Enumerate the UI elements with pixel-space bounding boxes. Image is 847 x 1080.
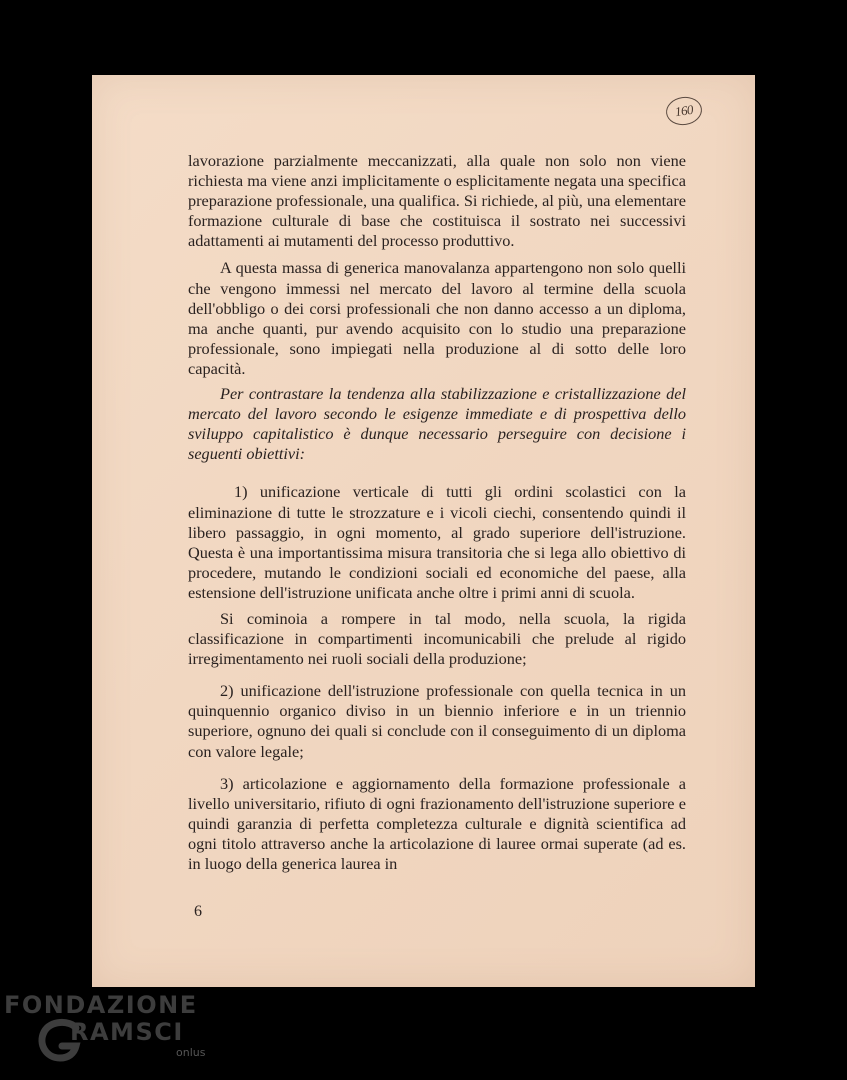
list-item-3: 3) articolazione e aggiornamento della formazione professionale a livello universitario, rifiuto di ogni frazionamento dell'istruzione superiore e quindi garanzia di perfetta completezza culturale e dignità scientifica ad ogni titolo attraverso anche la articolazione di lauree ormai superate (ad es. in luogo della generica laurea in: [188, 773, 686, 873]
fondazione-gramsci-logo: [0, 988, 215, 1080]
paragraph-2: A questa massa di generica manovalanza appartengono non solo quelli che vengono immessi nel mercato del lavoro al termine della scuola dell'obbligo o dei corsi professionali che non danno accesso a un diploma, ma anche quanti, pur avendo acquisito con lo studio una preparazione professionale, sono impiegati nella produzione al di sotto delle loro capacità.: [188, 258, 686, 378]
list-item-1: 1) unificazione verticale di tutti gli ordini scolastici con la eliminazione di tutte le strozzature e i vicoli ciechi, consentendo quindi il libero passaggio, in ogni momento, al grado superiore dell'istruzione. Questa è una importantissima misura transitoria che si lega allo obiettivo di procedere, mutando le condizioni sociali ed economiche del paese, alla estensione dell'istruzione unificata anche oltre i primi anni di scuola.: [188, 482, 686, 602]
paragraph-3-italic: Per contrastare la tendenza alla stabilizzazione e cristallizzazione del mercato del lavoro secondo le esigenze immediate e di prospettiva dello sviluppo capitalistico è dunque necessario perseguire con decisione i seguenti obiettivi:: [188, 384, 686, 464]
paragraph-1: lavorazione parzialmente meccanizzati, alla quale non solo non viene richiesta ma viene anzi implicitamente o esplicitamente negata una specifica preparazione professionale, una qualifica. Si richiede, al più, una elementare formazione culturale di base che costituisca il sostrato nei successivi adattamenti ai mutamenti del processo produttivo.: [188, 151, 686, 251]
logo-line-1: FONDAZIONE: [4, 991, 198, 1019]
page-number: 6: [194, 903, 202, 920]
logo-subtitle: onlus: [176, 1046, 206, 1059]
list-item-2: 2) unificazione dell'istruzione professionale con quella tecnica in un quinquennio organico diviso in un biennio inferiore e in un triennio superiore, ognuno dei quali si conclude con il conseguimento di un diploma con valore legale;: [188, 681, 686, 761]
document-page: [92, 75, 755, 987]
logo-line-2: RAMSCI: [70, 1018, 184, 1046]
page-number-stamp: 160: [664, 95, 704, 128]
paragraph-continuation: Si cominoia a rompere in tal modo, nella scuola, la rigida classificazione in compartimenti incomunicabili che prelude al rigido irregimentamento nei ruoli sociali della produzione;: [188, 608, 686, 669]
body-text: [188, 151, 686, 874]
